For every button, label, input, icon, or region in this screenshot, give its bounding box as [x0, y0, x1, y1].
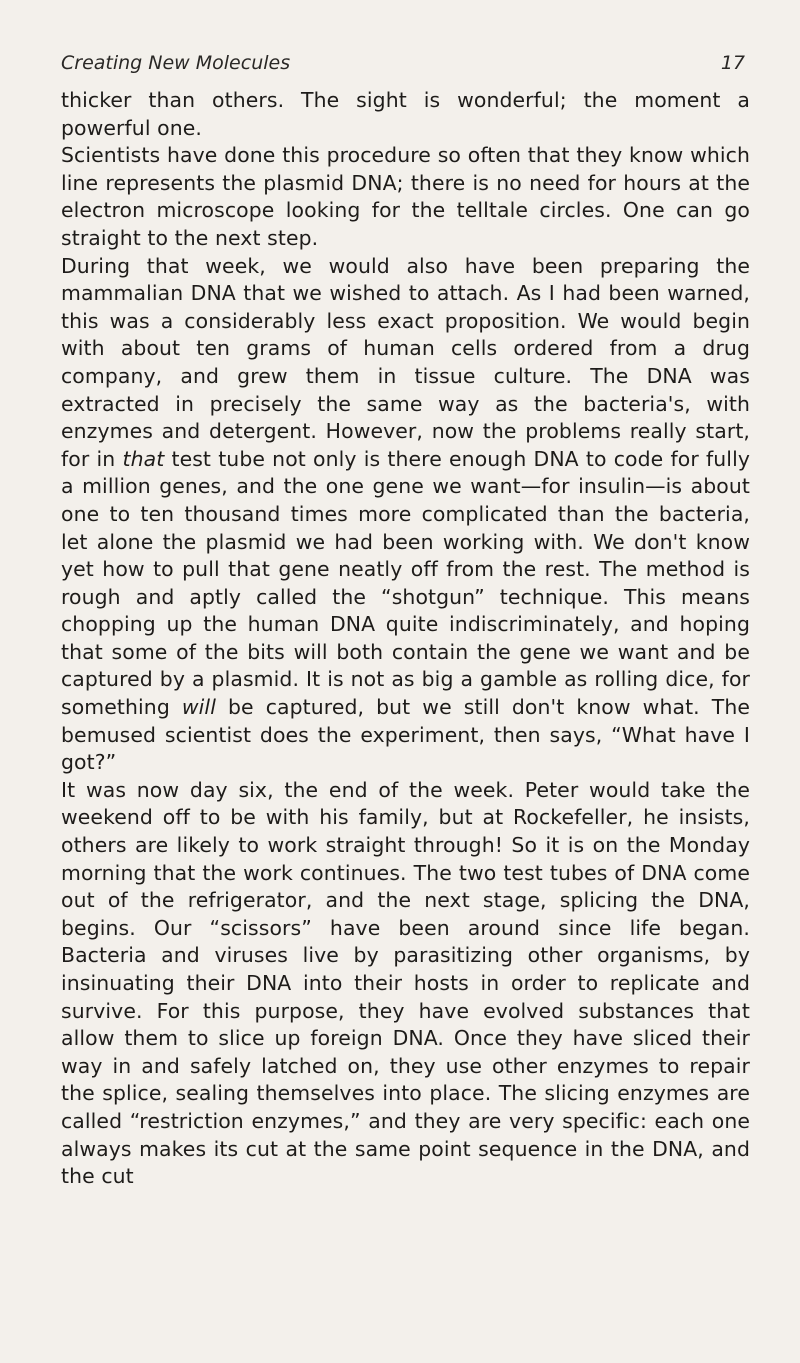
running-title: Creating New Molecules	[61, 52, 291, 74]
emphasis-will: will	[181, 695, 216, 720]
paragraph-3-text-a: During that week, we would also have been preparing the mammalian DNA that we wished to attach. As I had been warned, this was a considerably less exact proposition. We would begin with about ten grams of human cells ordered from a drug company, and grew them in tissue culture. The DNA was extracted in precisely the same way as the bacteria's, with enzymes and detergent. However, now the problems really start, for in	[61, 253, 750, 471]
page-number: 17	[720, 52, 745, 74]
paragraph-4	[61, 777, 750, 1191]
paragraph-3-text-b: test tube not only is there enough DNA to code for fully a million genes, and the one gene we want—for insulin—is about one to ten thousand times more complicated than the bacteria, let alone the plasmid we had been working with. We don't know yet how to pull that gene neatly off from the rest. The method is rough and aptly called the “shotgun” technique. This means chopping up the human DNA quite indiscriminately, and hoping that some of the bits will both contain the gene we want and be captured by a plasmid. It is not as big a gamble as rolling dice, for something	[61, 446, 751, 720]
paragraph-4-text: It was now day six, the end of the week. Peter would take the weekend off to be with his family, but at Rockefeller, he insists, others are likely to work straight through! So it is on the Monday morning that the work continues. The two test tubes of DNA come out of the refrigerator, and the next stage, splicing the DNA, begins. Our “scissors” have been around since life began. Bacteria and viruses live by parasitizing other organisms, by insinuating their DNA into their hosts in order to replicate and survive. For this purpose, they have evolved substances that allow them to slice up foreign DNA. Once they have sliced their way in and safely latched on, they use other enzymes to repair the splice, sealing themselves into place. The slicing enzymes are called “restriction enzymes,” and they are very specific: each one always makes its cut at the same point sequence in the DNA, and the cut	[61, 777, 750, 1189]
paragraph-3	[61, 253, 750, 777]
body-text	[61, 87, 750, 1191]
paragraph-2-text: Scientists have done this procedure so often that they know which line represents the plasmid DNA; there is no need for hours at the electron microscope looking for the telltale circles. One can go straight to the next step.	[61, 143, 750, 250]
emphasis-that: that	[122, 446, 165, 471]
running-head	[61, 50, 745, 76]
paragraph-3-text-c: be captured, but we still don't know what. The bemused scientist does the experiment, then says, “What have I got?”	[61, 695, 750, 775]
paragraph-1-text: thicker than others. The sight is wonderful; the moment a powerful one.	[61, 88, 750, 140]
paragraph-2	[61, 142, 750, 252]
paragraph-1	[61, 87, 750, 142]
